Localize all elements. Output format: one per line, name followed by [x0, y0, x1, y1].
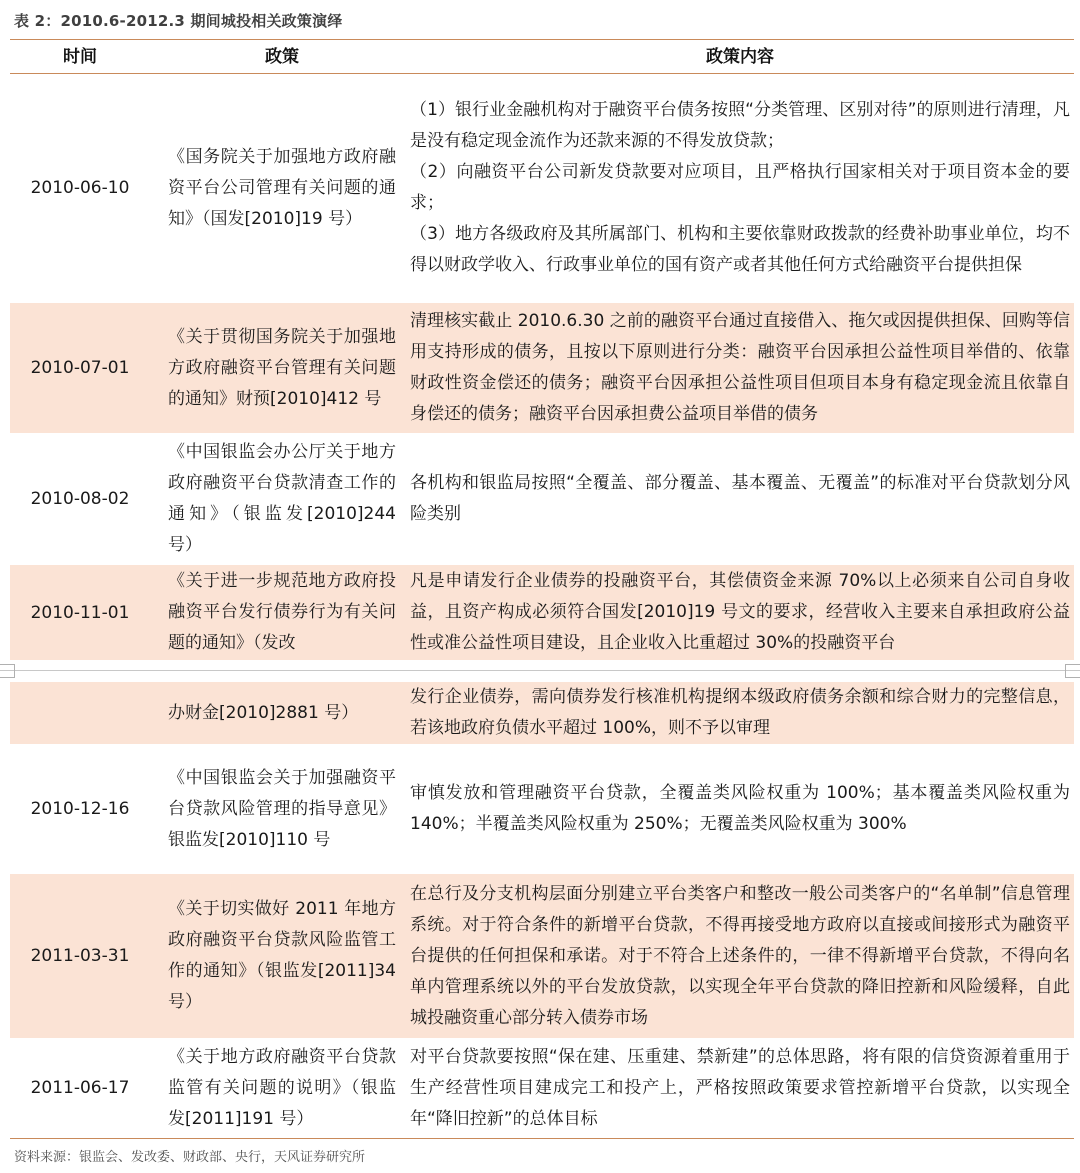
- table-title: 表 2：2010.6-2012.3 期间城投相关政策演绎: [14, 12, 343, 30]
- row-policy: [168, 682, 396, 744]
- page-break-marker-left: [0, 664, 15, 678]
- policy-text: 《关于地方政府融资平台贷款监管有关问题的说明》（银监发[2011]191 号）: [168, 1046, 396, 1129]
- header-rule: [10, 73, 1074, 74]
- row-policy: [168, 303, 396, 433]
- policy-text: 《国务院关于加强地方政府融资平台公司管理有关问题的通知》（国发[2010]19 号）: [168, 146, 396, 229]
- row-date: [10, 682, 150, 744]
- row-policy: [168, 1040, 396, 1136]
- row-content: [410, 303, 1070, 433]
- content-paragraph: 凡是申请发行企业债券的投融资平台，其偿债资金来源 70%以上必须来自公司自身收益，且资产构成必须符合国发[2010]19 号文的要求，经营收入主要来自承担政府公益性或准公益性项目建设，且企业收入比重超过 30%的投融资平台: [410, 571, 1070, 653]
- row-policy: [168, 746, 396, 872]
- row-date: 2011-06-17: [30, 1078, 130, 1098]
- table-row: [10, 565, 1074, 660]
- header-content: 政策内容: [706, 47, 774, 67]
- row-content: [410, 874, 1070, 1038]
- page-break-line: [0, 670, 1080, 671]
- page-break-marker-right: [1065, 664, 1080, 678]
- header-policy: 政策: [265, 47, 299, 67]
- row-policy: [168, 435, 396, 563]
- content-paragraph: 各机构和银监局按照“全覆盖、部分覆盖、基本覆盖、无覆盖”的标准对平台贷款划分风险类别: [410, 473, 1070, 524]
- source-note: 资料来源：银监会、发改委、财政部、央行，天风证券研究所: [14, 1150, 366, 1165]
- page-break: [0, 660, 1080, 682]
- content-paragraph: 在总行及分支机构层面分别建立平台类客户和整改一般公司类客户的“名单制”信息管理系统。对于符合条件的新增平台贷款，不得再接受地方政府以直接或间接形式为融资平台提供的任何担保和承诺。对于不符合上述条件的，一律不得新增平台贷款，不得向名单内管理系统以外的平台发放贷款，以实现全年平台贷款的降旧控新和风险缓释，自此城投融资重心部分转入债券市场: [410, 883, 1070, 1028]
- top-rule: [10, 39, 1074, 40]
- row-policy: [168, 874, 396, 1038]
- content-paragraph: （3）地方各级政府及其所属部门、机构和主要依靠财政拨款的经费补助事业单位，均不得以财政学收入、行政事业单位的国有资产或者其他任何方式给融资平台提供担保: [410, 224, 1070, 275]
- row-content: [410, 682, 1070, 744]
- header-date: 时间: [63, 47, 97, 67]
- bottom-rule: [10, 1138, 1074, 1139]
- row-content: [410, 1040, 1070, 1136]
- content-paragraph: 审慎发放和管理融资平台贷款，全覆盖类风险权重为 100%；基本覆盖类风险权重为 140%；半覆盖类风险权重为 250%；无覆盖类风险权重为 300%: [410, 783, 1070, 834]
- table-row: [10, 1040, 1074, 1136]
- policy-text: 《中国银监会关于加强融资平台贷款风险管理的指导意见》银监发[2010]110 号: [168, 767, 396, 850]
- table-row-continuation: [10, 682, 1074, 744]
- row-date: 2010-07-01: [30, 358, 130, 378]
- table-header: [10, 41, 1074, 73]
- table-row: [10, 874, 1074, 1038]
- row-content: [410, 435, 1070, 563]
- row-content: [410, 565, 1070, 660]
- policy-text: 《中国银监会办公厅关于地方政府融资平台贷款清查工作的通知》（银监发[2010]244 号）: [168, 442, 396, 555]
- policy-text: 办财金[2010]2881 号）: [168, 702, 359, 723]
- table-row: [10, 746, 1074, 872]
- table-row: [10, 75, 1074, 301]
- content-paragraph: 对平台贷款要按照“保在建、压重建、禁新建”的总体思路，将有限的信贷资源着重用于生产经营性项目建成完工和投产上，严格按照政策要求管控新增平台贷款，以实现全年“降旧控新”的总体目标: [410, 1046, 1070, 1129]
- table-row: [10, 435, 1074, 563]
- row-policy: [168, 565, 396, 660]
- policy-text: 《关于贯彻国务院关于加强地方政府融资平台管理有关问题的通知》财预[2010]412 号: [168, 326, 396, 409]
- row-date: 2010-12-16: [30, 799, 130, 819]
- row-date: 2010-06-10: [30, 178, 130, 198]
- policy-text: 《关于切实做好 2011 年地方政府融资平台贷款风险监管工作的通知》（银监发[2011]34 号）: [168, 899, 396, 1012]
- row-date: 2010-08-02: [30, 489, 130, 509]
- row-date: 2011-03-31: [30, 946, 130, 966]
- row-date: 2010-11-01: [30, 602, 130, 623]
- row-policy: [168, 75, 396, 301]
- row-content: [410, 75, 1070, 301]
- content-paragraph: （2）向融资平台公司新发贷款要对应项目，且严格执行国家相关对于项目资本金的要求；: [410, 162, 1070, 213]
- content-paragraph: 清理核实截止 2010.6.30 之前的融资平台通过直接借入、拖欠或因提供担保、回购等信用支持形成的债务，且按以下原则进行分类：融资平台因承担公益性项目举借的、依靠财政性资金偿还的债务；融资平台因承担公益性项目但项目本身有稳定现金流且依靠自身偿还的债务；融资平台因承担费公益项目举借的债务: [410, 311, 1070, 424]
- content-paragraph: 发行企业债券，需向债券发行核准机构提纲本级政府债务余额和综合财力的完整信息，若该地政府负债水平超过 100%，则不予以审理: [410, 687, 1070, 738]
- row-content: [410, 746, 1070, 872]
- table-row: [10, 303, 1074, 433]
- policy-text: 《关于进一步规范地方政府投融资平台发行债券行为有关问题的通知》（发改: [168, 571, 396, 653]
- content-paragraph: （1）银行业金融机构对于融资平台债务按照“分类管理、区别对待”的原则进行清理，凡是没有稳定现金流作为还款来源的不得发放贷款；: [410, 100, 1070, 151]
